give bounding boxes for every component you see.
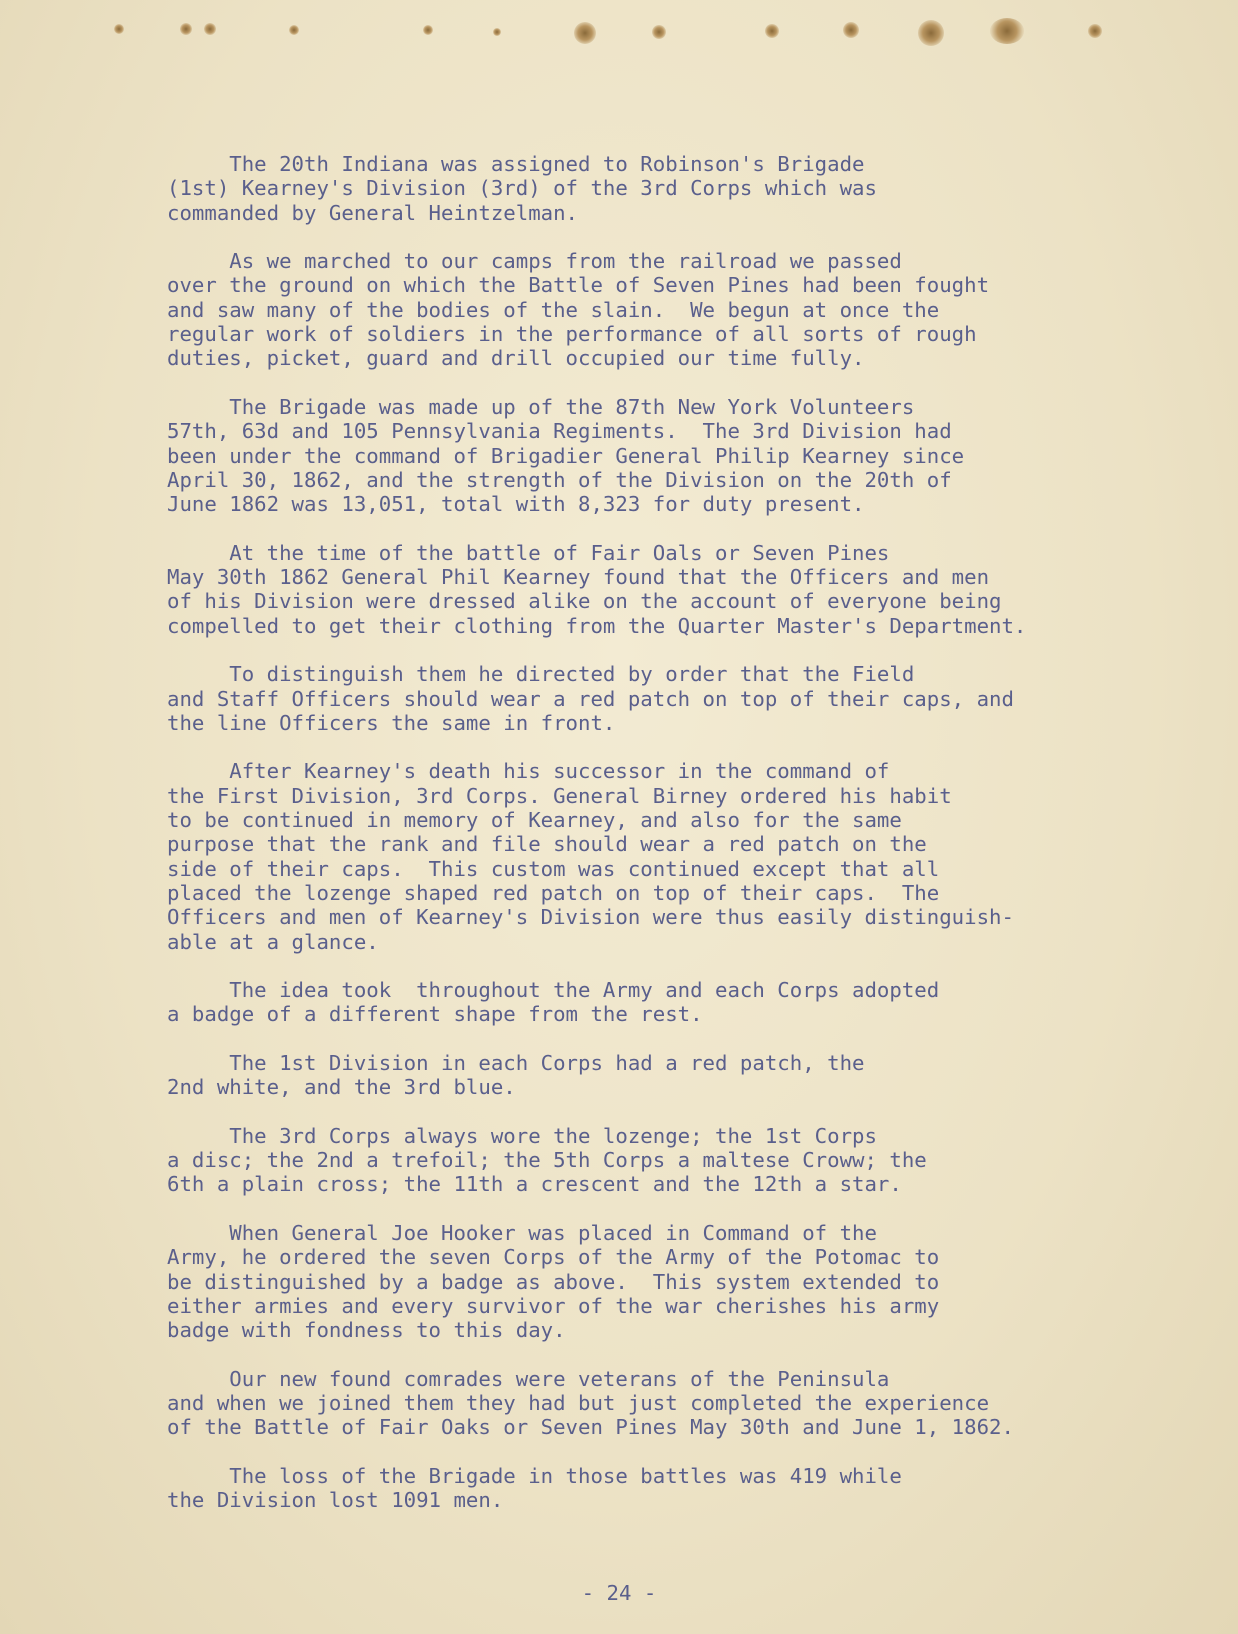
punch-hole [765,24,779,38]
punch-hole [180,23,192,35]
text-line: the Division lost 1091 men. [167,1488,504,1513]
punch-hole [574,22,596,44]
text-line: To distinguish them he directed by order that the Field [167,662,915,687]
text-line: duties, picket, guard and drill occupied our time fully. [167,346,865,371]
text-line: the line Officers the same in front. [167,710,616,735]
text-line: June 1862 was 13,051, total with 8,323 for duty present. [167,492,865,517]
text-line: purpose that the rank and file should wear a red patch on the [167,832,927,857]
text-line: 6th a plain cross; the 11th a crescent and the 12th a star. [167,1172,902,1197]
text-line: Army, he ordered the seven Corps of the Army of the Potomac to [167,1245,940,1270]
text-line: side of their caps. This custom was continued except that all [167,856,940,881]
punch-hole [423,25,433,35]
punch-hole [289,25,299,35]
text-line: 2nd white, and the 3rd blue. [167,1075,516,1100]
text-line: of his Division were dressed alike on the account of everyone being [167,589,1002,614]
punch-hole [493,28,501,36]
text-line: to be continued in memory of Kearney, and also for the same [167,808,902,833]
punch-hole [114,24,124,34]
text-line: compelled to get their clothing from the Quarter Master's Department. [167,613,1027,638]
text-line: (1st) Kearney's Division (3rd) of the 3rd Corps which was [167,176,877,201]
text-line: Officers and men of Kearney's Division were thus easily distinguish- [167,905,1014,930]
text-line: The Brigade was made up of the 87th New York Volunteers [167,394,915,419]
text-line: May 30th 1862 General Phil Kearney found that the Officers and men [167,565,990,590]
paragraph [167,1051,1207,1100]
text-line: of the Battle of Fair Oaks or Seven Pines May 30th and June 1, 1862. [167,1415,1014,1440]
paragraph [167,152,1207,225]
punch-hole [918,20,944,46]
punch-hole [204,23,216,35]
text-line: The 20th Indiana was assigned to Robinson's Brigade [167,152,865,176]
text-line: The idea took throughout the Army and each Corps adopted [167,978,940,1003]
text-line: either armies and every survivor of the war cherishes his army [167,1293,940,1318]
text-line: badge with fondness to this day. [167,1318,566,1343]
punch-hole [652,25,666,39]
text-line: The 3rd Corps always wore the lozenge; the 1st Corps [167,1123,877,1148]
paragraph [167,1221,1207,1342]
punch-hole [1088,24,1102,38]
text-line: the First Division, 3rd Corps. General Birney ordered his habit [167,783,952,808]
paragraph [167,978,1207,1027]
text-line: placed the lozenge shaped red patch on top of their caps. The [167,880,940,905]
text-line: When General Joe Hooker was placed in Command of the [167,1221,877,1246]
text-line: At the time of the battle of Fair Oals or Seven Pines [167,540,890,565]
text-line: a disc; the 2nd a trefoil; the 5th Corps a maltese Croww; the [167,1148,927,1173]
text-line: and when we joined them they had but just completed the experience [167,1391,990,1416]
text-line: been under the command of Brigadier General Philip Kearney since [167,443,965,468]
paragraph [167,249,1207,370]
paragraph [167,1124,1207,1197]
paragraph [167,662,1207,735]
text-line: able at a glance. [167,929,379,954]
text-line: April 30, 1862, and the strength of the Division on the 20th of [167,467,952,492]
typed-text [167,152,1207,1537]
text-line: and Staff Officers should wear a red patch on top of their caps, and [167,686,1014,711]
text-line: Our new found comrades were veterans of the Peninsula [167,1366,890,1391]
text-line: be distinguished by a badge as above. This system extended to [167,1269,940,1294]
text-line: As we marched to our camps from the railroad we passed [167,249,902,274]
text-line: over the ground on which the Battle of Seven Pines had been fought [167,273,990,298]
punch-hole [843,22,859,38]
text-line: The 1st Division in each Corps had a red patch, the [167,1050,865,1075]
paragraph [167,1464,1207,1513]
text-line: The loss of the Brigade in those battles was 419 while [167,1464,902,1489]
text-line: After Kearney's death his successor in the command of [167,759,890,784]
paragraph [167,759,1207,953]
page-number: - 24 - [581,1581,657,1605]
text-line: commanded by General Heintzelman. [167,200,579,225]
paragraph [167,1367,1207,1440]
paragraph [167,395,1207,516]
punch-hole [990,18,1024,44]
text-line: 57th, 63d and 105 Pennsylvania Regiments. The 3rd Division had [167,419,952,444]
text-line: regular work of soldiers in the performance of all sorts of rough [167,322,977,347]
paragraph [167,541,1207,638]
punch-holes [0,0,1238,70]
text-line: and saw many of the bodies of the slain. We begun at once the [167,297,940,322]
text-line: a badge of a different shape from the rest. [167,1002,703,1027]
